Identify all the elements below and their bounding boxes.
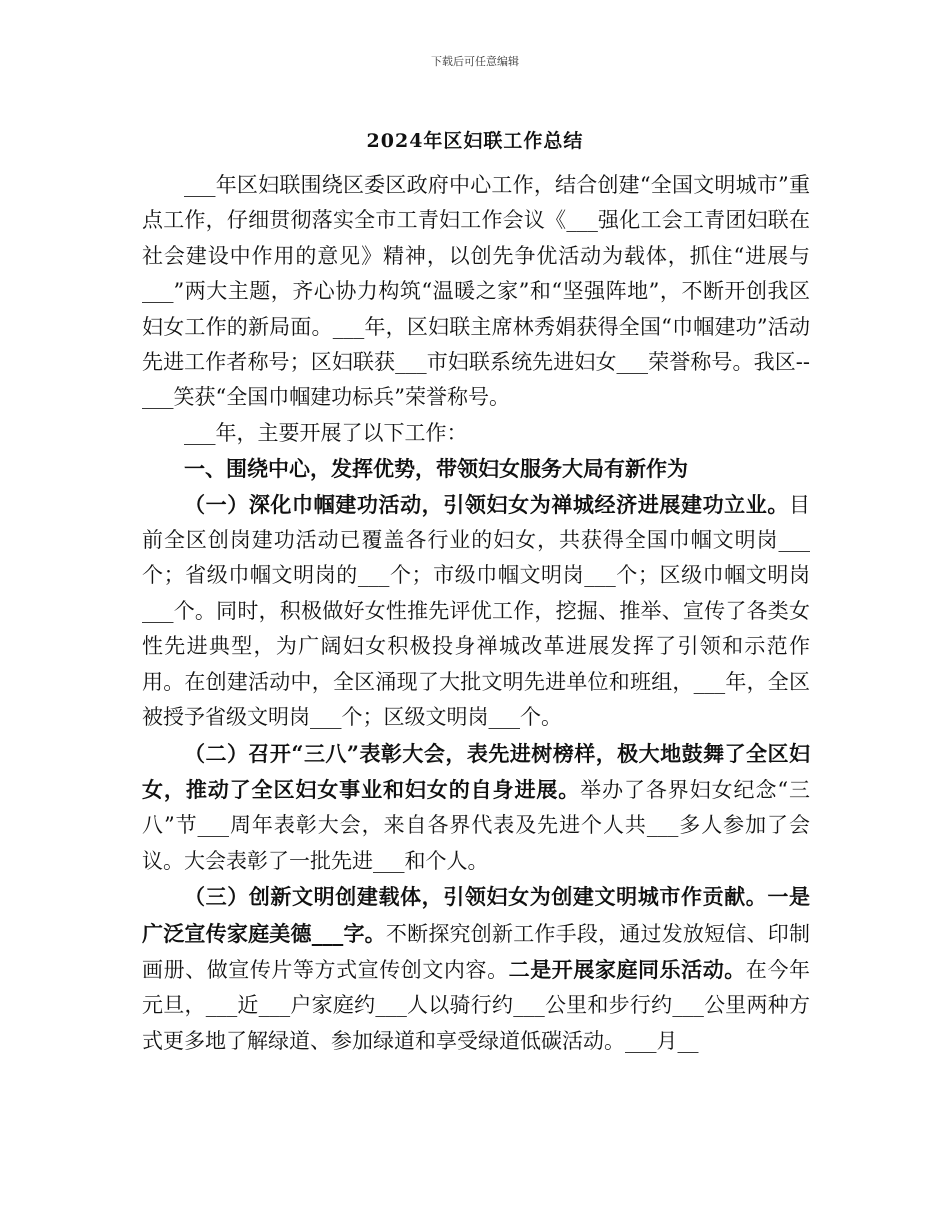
section-heading-1: 一、围绕中心，发挥优势，带领妇女服务大局有新作为 (184, 456, 688, 482)
subsection-3-heading: （三）创新文明创建载体，引领妇女为创建文明城市作贡献。一是广泛宣传家庭美德___字。 (142, 884, 810, 946)
document-body (142, 168, 810, 1059)
subsection-2-text: 举办了各界妇女纪念“三八”节___周年表彰大会，来自各界代表及先进个人共___多人参加了会议。大会表彰了一批先进___和个人。 (142, 777, 810, 873)
intro-paragraph: ___年区妇联围绕区委区政府中心工作，结合创建“全国文明城市”重点工作，仔细贯彻落实全市工青妇工作会议《___强化工会工青团妇联在社会建设中作用的意见》精神，以创先争优活动为载体，抓住“进展与___”两大主题，齐心协力构筑“温暖之家”和“坚强阵地”，不断开创我区妇女工作的新局面。___年，区妇联主席林秀娟获得全国“巾帼建功”活动先进工作者称号；区妇联获___市妇联系统先进妇女___荣誉称号。我区--___笑获“全国巾帼建功标兵”荣誉称号。 (142, 173, 810, 410)
subsection-3-text-1: 不断探究创新工作手段，通过发放短信、印制画册、做宣传片等方式宣传创文内容。 (142, 921, 811, 982)
subsection-1-paragraph (142, 487, 810, 736)
subsection-2-paragraph (142, 736, 810, 880)
work-overview-paragraph: ___年，主要开展了以下工作： (184, 420, 468, 445)
subsection-1-heading: （一）深化巾帼建功活动，引领妇女为禅城经济进展建功立业。 (184, 491, 789, 517)
header-note: 下载后可任意编辑 (431, 55, 519, 68)
subsection-3-paragraph (142, 879, 810, 1059)
subsection-2-heading: （二）召开“三八”表彰大会，表先进树榜样，极大地鼓舞了全区妇女，推动了全区妇女事业和妇女的自身进展。 (142, 740, 810, 802)
subsection-1-text: 目前全区创岗建功活动已覆盖各行业的妇女，共获得全国巾帼文明岗___个；省级巾帼文明岗的___个；市级巾帼文明岗___个；区级巾帼文明岗___个。同时，积极做好女性推先评优工作，挖掘、推举、宣传了各类女性先进典型，为广阔妇女积极投身禅城改革进展发挥了引领和示范作用。在创建活动中，全区涌现了大批文明先进单位和班组，___年，全区被授予省级文明岗___个；区级文明岗___个。 (142, 492, 810, 730)
subsection-3-heading-2: 二是开展家庭同乐活动。 (508, 956, 746, 982)
page-title: 2024年区妇联工作总结 (366, 130, 584, 152)
subsection-3-text-2: 在今年元旦，___近___户家庭约___人以骑行约___公里和步行约___公里两种方式更多地了解绿道、参加绿道和享受绿道低碳活动。___月__ (142, 957, 811, 1053)
